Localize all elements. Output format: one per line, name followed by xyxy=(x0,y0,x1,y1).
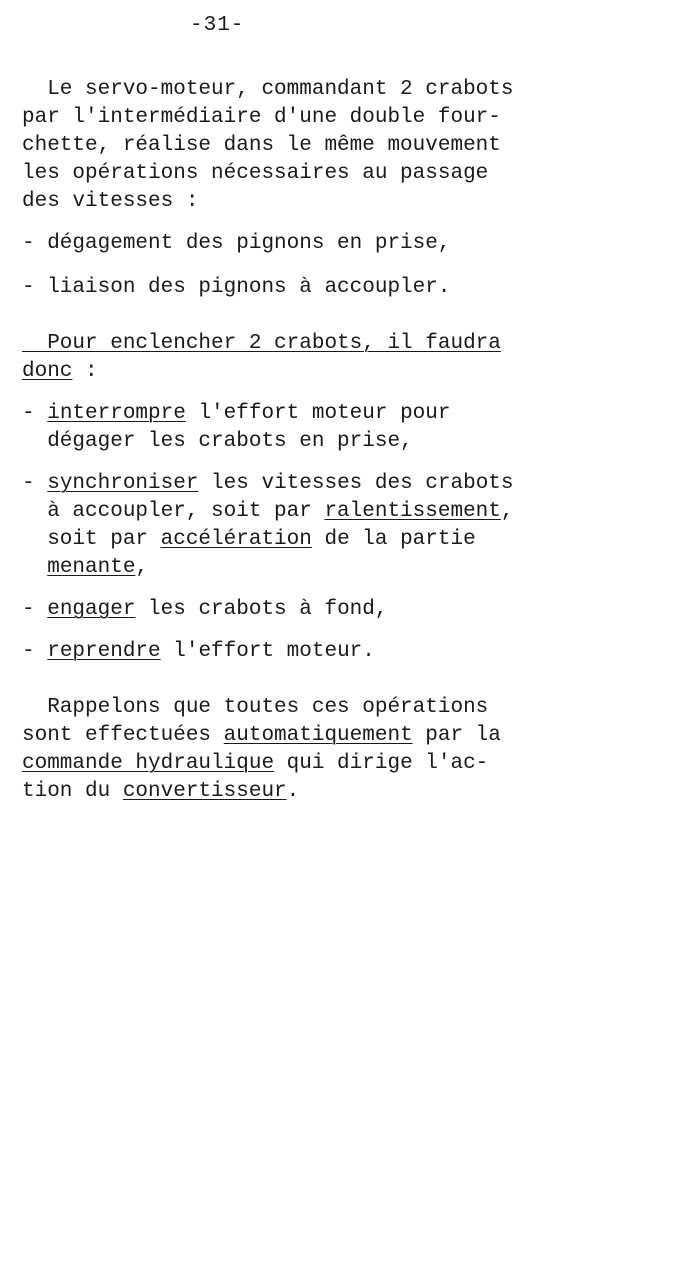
list-item xyxy=(22,596,672,624)
text-fragment: . xyxy=(286,780,300,803)
text-line: Le servo-moteur, commandant 2 crabots xyxy=(22,78,514,101)
paragraph-rappelons xyxy=(22,694,672,806)
text-line xyxy=(22,526,672,554)
text-fragment: , xyxy=(135,556,149,579)
text-line xyxy=(22,750,672,778)
text-line xyxy=(22,358,672,386)
text-fragment: les crabots à fond, xyxy=(135,598,388,621)
paragraph-intro xyxy=(22,76,672,216)
text-fragment: : xyxy=(72,360,98,383)
underlined-word: donc xyxy=(22,360,73,383)
text-fragment: qui dirige l'ac- xyxy=(274,752,489,775)
underlined-word: synchroniser xyxy=(47,472,199,495)
underlined-word: commande hydraulique xyxy=(22,752,275,775)
text-fragment: soit par xyxy=(22,528,161,551)
dash: - xyxy=(22,640,48,663)
list-step-synchroniser xyxy=(22,470,672,582)
text-line: par l'intermédiaire d'une double four- xyxy=(22,106,501,129)
text-fragment: l'effort moteur pour xyxy=(185,402,451,425)
text-fragment: les vitesses des crabots xyxy=(198,472,514,495)
list-step-interrompre xyxy=(22,400,672,456)
list-item xyxy=(22,470,672,498)
underlined-word: reprendre xyxy=(47,640,161,663)
list-operations xyxy=(22,230,672,258)
list-item: - dégagement des pignons en prise, xyxy=(22,232,451,255)
text-line: des vitesses : xyxy=(22,190,199,213)
text-line: chette, réalise dans le même mouvement xyxy=(22,134,501,157)
text-fragment: de la partie xyxy=(311,528,476,551)
text-fragment xyxy=(22,556,47,579)
underlined-word: menante xyxy=(47,556,136,579)
list-step-engager xyxy=(22,596,672,624)
text-line: dégager les crabots en prise, xyxy=(22,430,413,453)
text-line xyxy=(22,498,672,526)
list-item xyxy=(22,400,672,428)
list-operations-2 xyxy=(22,274,672,302)
text-line xyxy=(22,722,672,750)
text-fragment: à accoupler, soit par xyxy=(22,500,325,523)
text-line: Pour enclencher 2 crabots, il faudra xyxy=(22,332,501,355)
text-line: Rappelons que toutes ces opérations xyxy=(22,696,489,719)
text-fragment: par la xyxy=(412,724,501,747)
dash: - xyxy=(22,472,48,495)
text-line xyxy=(22,554,672,582)
paragraph-enclencher xyxy=(22,330,672,386)
text-line xyxy=(22,778,672,806)
page-number: -31- xyxy=(190,14,245,37)
list-item xyxy=(22,638,672,666)
underlined-word: engager xyxy=(47,598,136,621)
dash: - xyxy=(22,598,48,621)
list-item: - liaison des pignons à accoupler. xyxy=(22,276,451,299)
list-step-reprendre xyxy=(22,638,672,666)
text-fragment: , xyxy=(500,500,514,523)
text-fragment: tion du xyxy=(22,780,123,803)
underlined-word: automatiquement xyxy=(223,724,413,747)
dash: - xyxy=(22,402,48,425)
text-line: les opérations nécessaires au passage xyxy=(22,162,489,185)
underlined-word: convertisseur xyxy=(122,780,287,803)
text-fragment: sont effectuées xyxy=(22,724,224,747)
underlined-word: ralentissement xyxy=(324,500,501,523)
underlined-word: interrompre xyxy=(47,402,186,425)
text-fragment: l'effort moteur. xyxy=(160,640,375,663)
underlined-word: accélération xyxy=(160,528,312,551)
